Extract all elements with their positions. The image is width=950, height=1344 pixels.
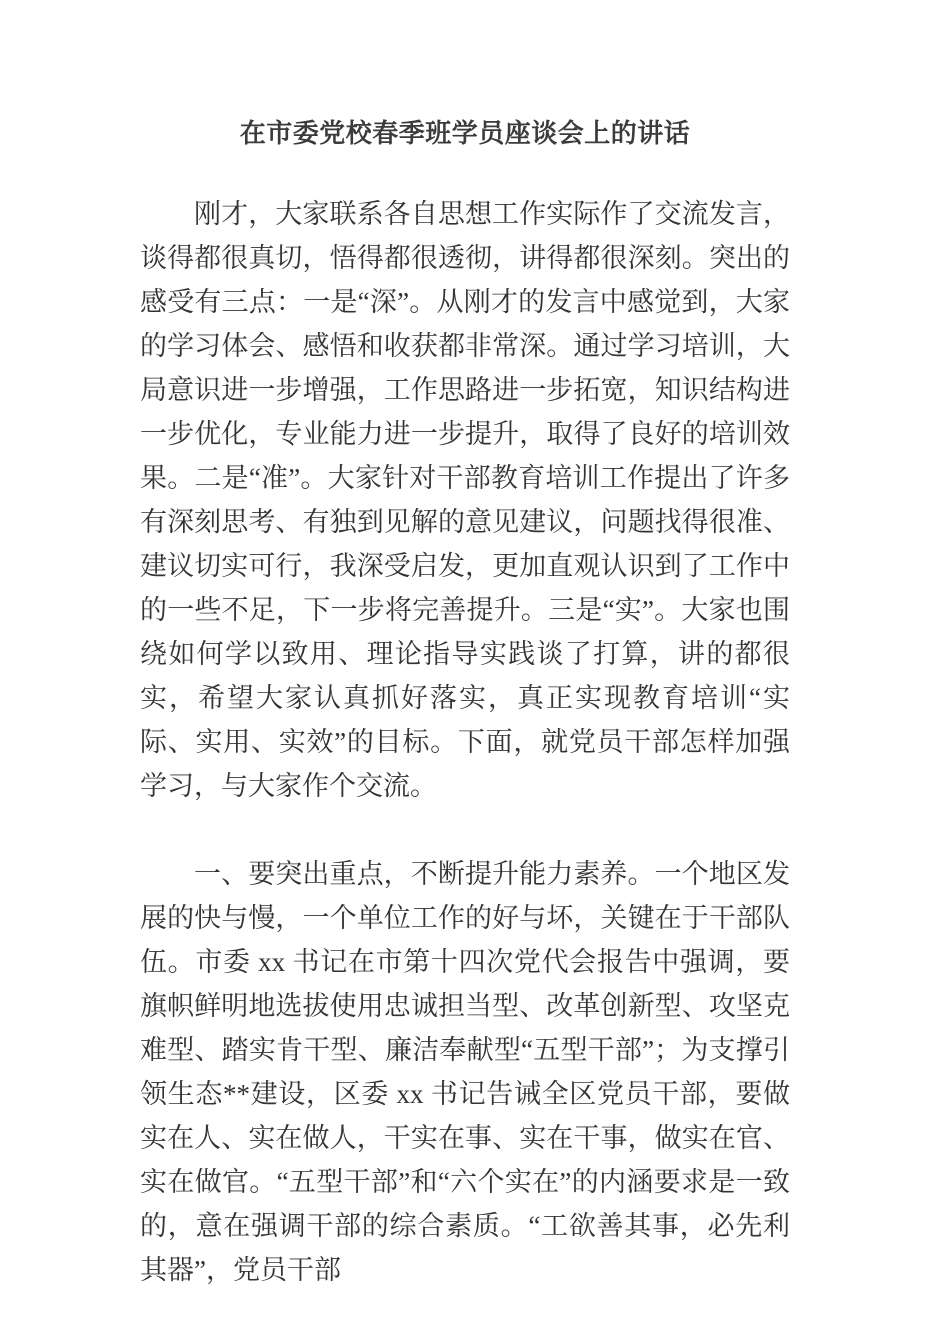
document-title: 在市委党校春季班学员座谈会上的讲话 xyxy=(239,119,691,148)
paragraph-section-one: 一、要突出重点，不断提升能力素养。一个地区发展的快与慢，一个单位工作的好与坏，关键在于干部队伍。市委 xx 书记在市第十四次党代会报告中强调，要旗帜鲜明地选拔使用忠诚担当型、改革创新型、攻坚克难型、踏实肯干型、廉洁奉献型“五型干部”；为支撑引领生态**建设，区委 xx 书记告诫全区党员干部，要做实在人、实在做人，干实在事、实在干事，做实在官、实在做官。“五型干部”和“六个实在”的内涵要求是一致的，意在强调干部的综合素质。“工欲善其事，必先利其器”，党员干部 xyxy=(140,859,790,1285)
paragraph-opening-remarks: 刚才，大家联系各自思想工作实际作了交流发言，谈得都很真切，悟得都很透彻，讲得都很深刻。突出的感受有三点：一是“深”。从刚才的发言中感觉到，大家的学习体会、感悟和收获都非常深。通过学习培训，大局意识进一步增强，工作思路进一步拓宽，知识结构进一步优化，专业能力进一步提升，取得了良好的培训效果。二是“准”。大家针对干部教育培训工作提出了许多有深刻思考、有独到见解的意见建议，问题找得很准、建议切实可行，我深受启发，更加直观认识到了工作中的一些不足，下一步将完善提升。三是“实”。大家也围绕如何学以致用、理论指导实践谈了打算，讲的都很实，希望大家认真抓好落实，真正实现教育培训“实际、实用、实效”的目标。下面，就党员干部怎样加强学习，与大家作个交流。 xyxy=(140,199,790,801)
